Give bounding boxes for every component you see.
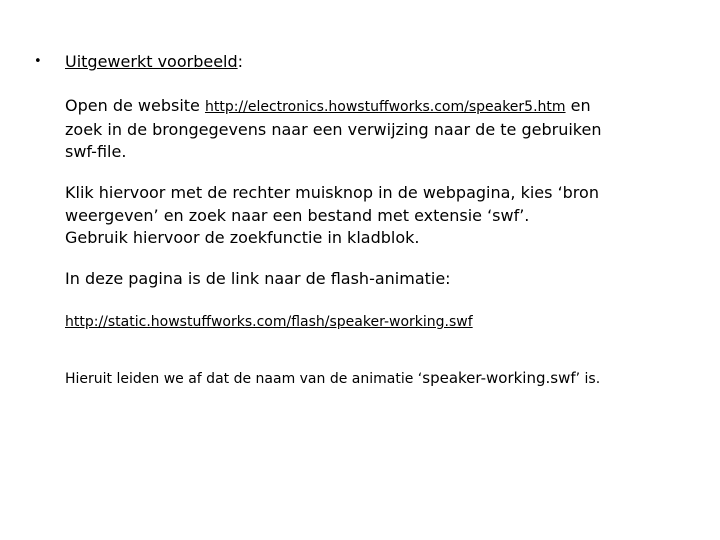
text-before-link: Open de website [65,96,205,115]
speaker-page-link[interactable]: http://electronics.howstuffworks.com/speaker5.htm [204,99,566,115]
paragraph-flash-intro: In deze pagina is de link naar de flash-animatie: [65,269,451,288]
flash-link-line [65,311,705,334]
conclusion-after: ’ is. [575,371,601,387]
conclusion-before: Hieruit leiden we af dat de naam van de animatie ‘ [65,371,423,387]
paragraph-line [65,95,705,119]
paragraph-line: zoek in de brongegevens naar een verwijzing naar de te gebruiken [65,119,602,139]
paragraph-conclusion [65,367,705,391]
heading-label: Uitgewerkt voorbeeld [65,52,238,71]
flash-animation-link[interactable]: http://static.howstuffworks.com/flash/speaker-working.swf [65,314,473,330]
heading [65,50,243,74]
paragraph-line: Gebruik hiervoor de zoekfunctie in kladblok. [65,228,420,247]
paragraph-instructions [65,182,705,250]
heading-suffix: : [237,52,244,71]
bullet-point: • [34,54,42,69]
paragraph-open-website [65,95,705,164]
animation-filename: speaker-working.swf [422,369,576,387]
text-after-link: en [565,96,591,115]
paragraph-line: weergeven’ en zoek naar een bestand met extensie ‘swf’. [65,205,530,225]
paragraph-line: Klik hiervoor met de rechter muisknop in de webpagina, kies ‘bron [65,183,599,202]
paragraph-line: swf-file. [65,142,127,161]
